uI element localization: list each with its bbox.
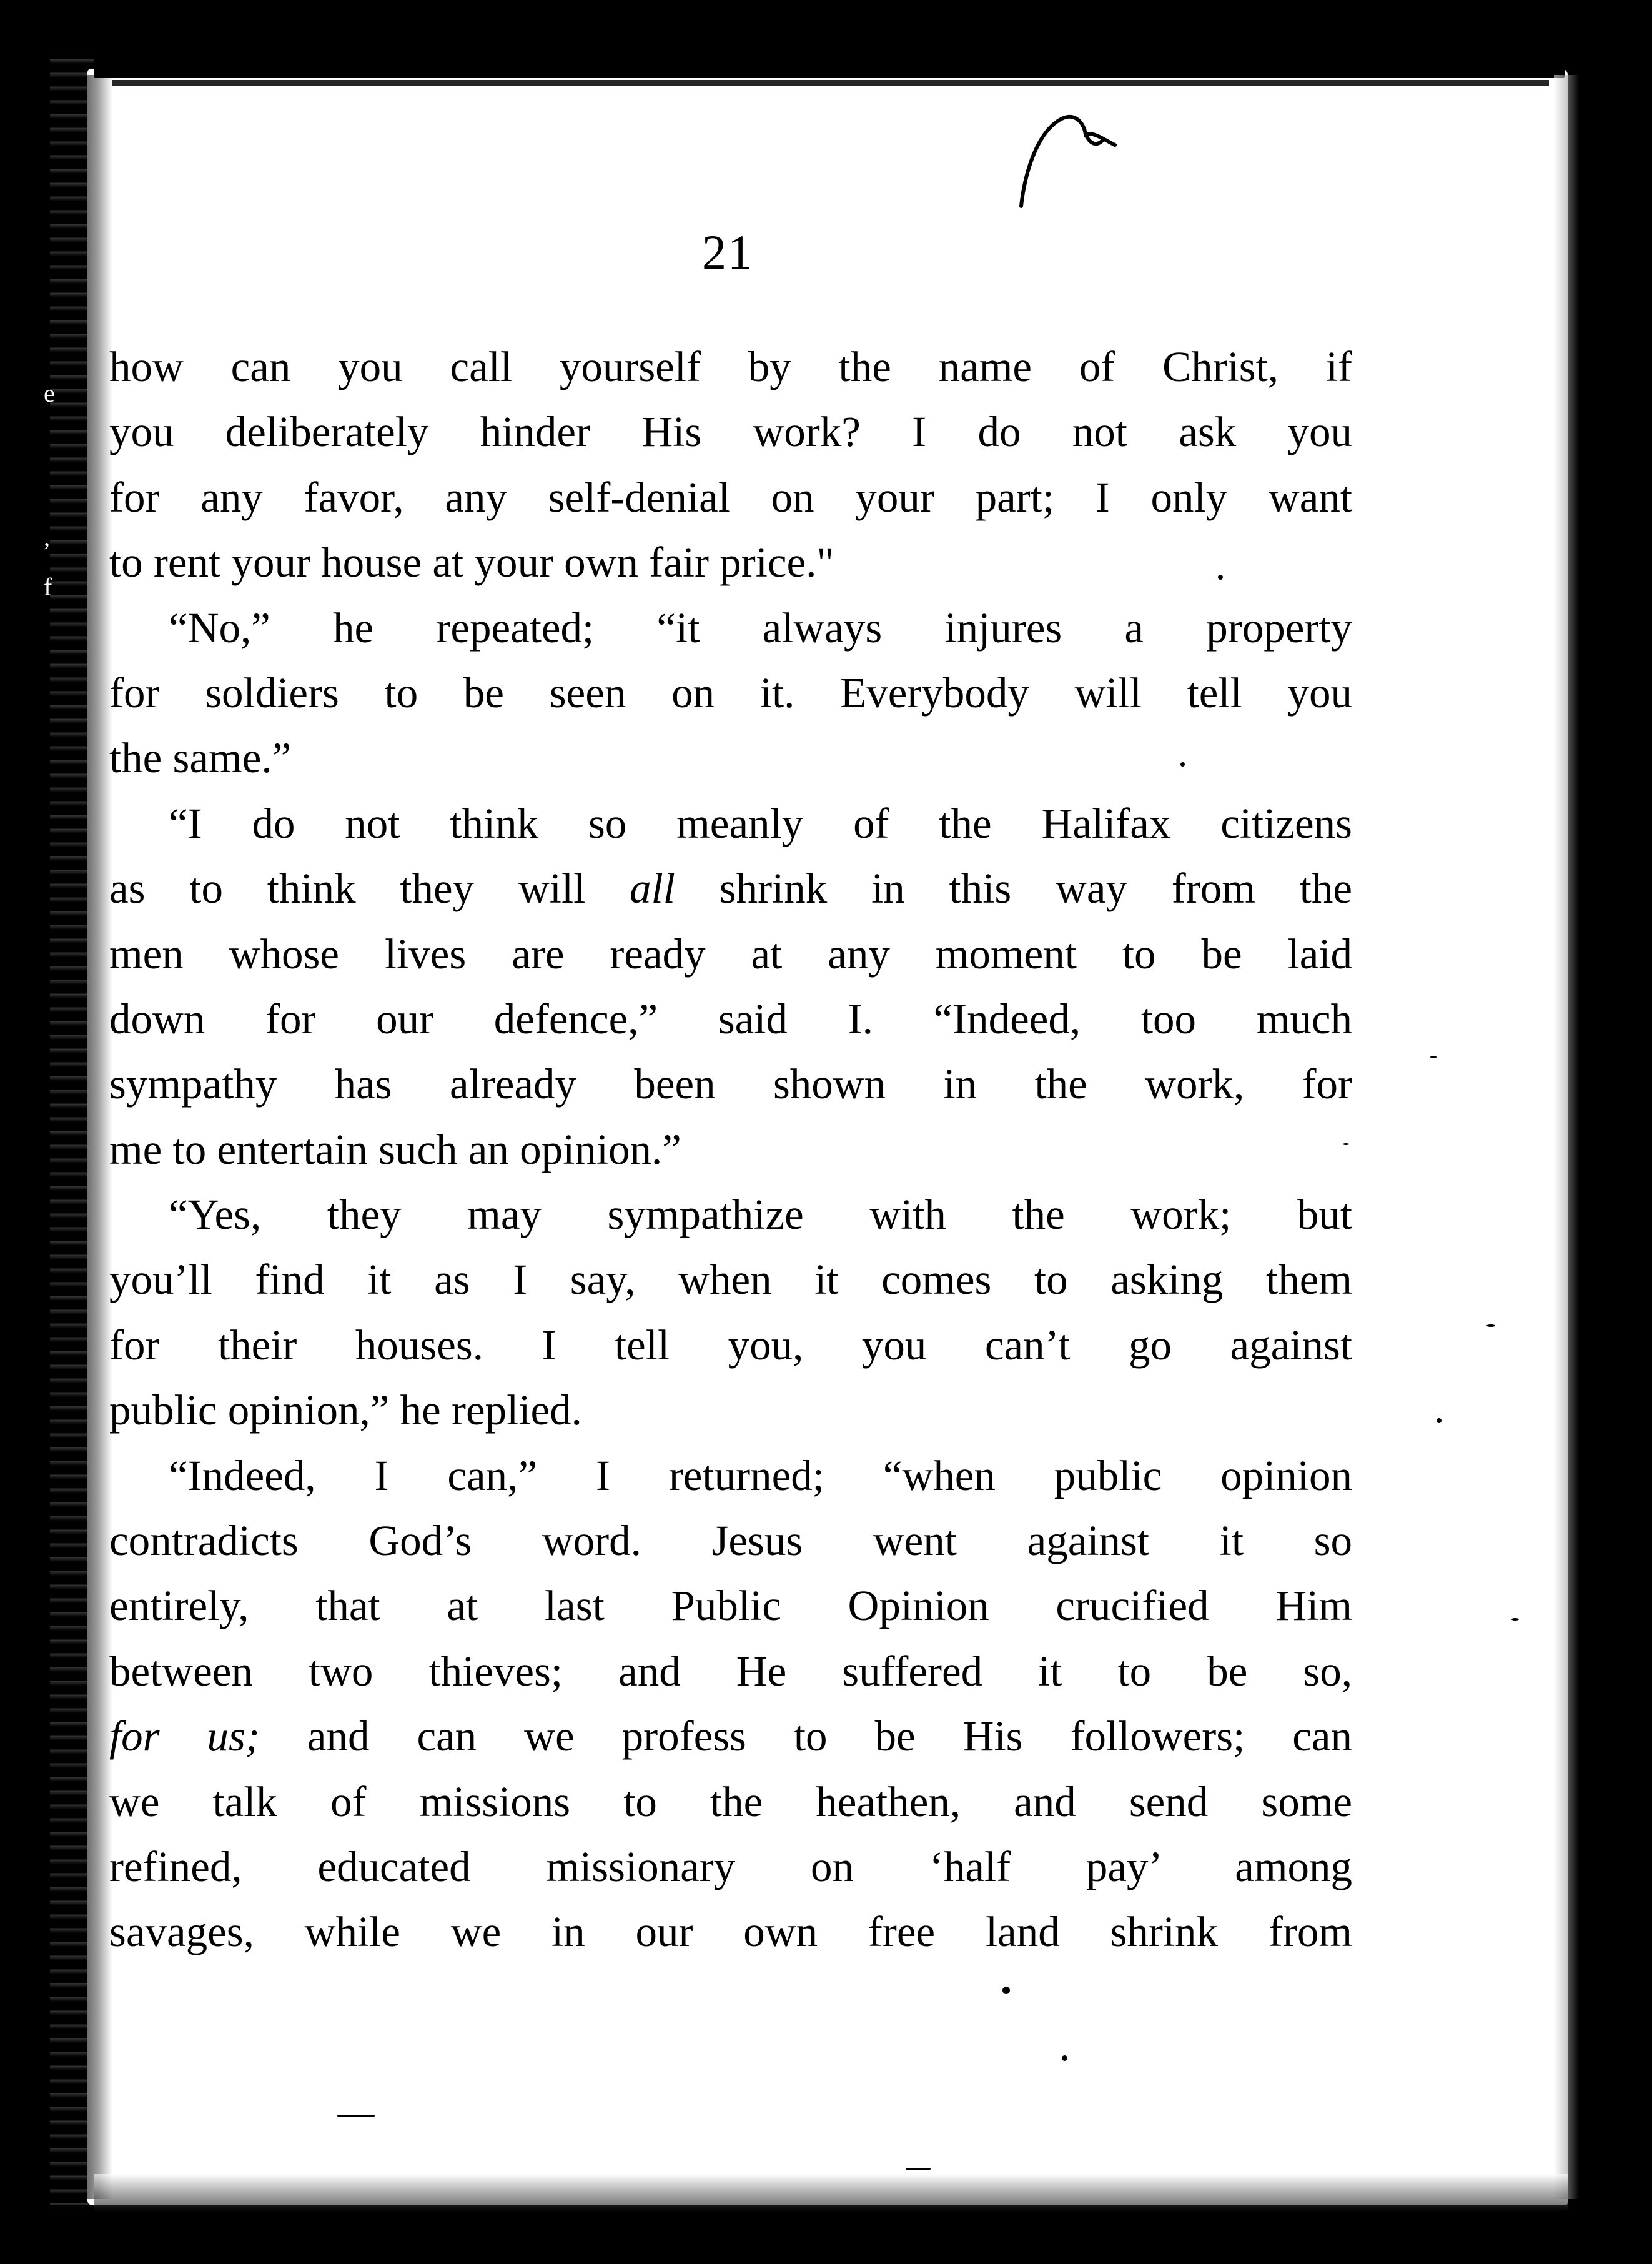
top-page-edge-line (112, 80, 1549, 86)
text-line (109, 1899, 1352, 1964)
text-line (109, 791, 1352, 856)
text-segment: for their houses. I tell you, you can’t go against (109, 1321, 1352, 1369)
text-segment: and can we profess to be His followers; can (259, 1712, 1352, 1760)
text-segment: “No,” he repeated; “it always injures a property (169, 603, 1352, 652)
text-segment: savages, while we in our own free land shrink from (109, 1908, 1352, 1956)
text-segment: for soldiers to be seen on it. Everybody will tell you (109, 668, 1352, 717)
text-segment: for any favor, any self-denial on your part; I only want (109, 473, 1352, 521)
text-segment: entirely, that at last Public Opinion crucified Him (109, 1582, 1352, 1630)
scan-speck (1218, 575, 1223, 580)
text-line (109, 1508, 1352, 1573)
text-segment: to rent your house at your own fair price." (109, 539, 834, 587)
text-line (109, 1834, 1352, 1899)
text-line (109, 530, 1352, 595)
text-segment: “I do not think so meanly of the Halifax citizens (169, 799, 1352, 847)
text-segment: between two thieves; and He suffered it to be so, (109, 1647, 1352, 1695)
text-segment: the same.” (109, 734, 292, 782)
text-line (109, 1117, 1352, 1182)
text-line (109, 1247, 1352, 1312)
text-segment: we talk of missions to the heathen, and send some (109, 1777, 1352, 1825)
body-text (109, 334, 1352, 1965)
text-segment: sympathy has already been shown in the work, for (109, 1060, 1352, 1108)
text-segment: you deliberately hinder His work? I do not ask you (109, 408, 1352, 456)
text-line (109, 1182, 1352, 1247)
text-line (109, 1051, 1352, 1116)
bottom-page-edge (94, 2174, 1568, 2212)
text-line (109, 334, 1352, 399)
margin-marks (44, 369, 62, 612)
margin-mark: , (44, 523, 50, 551)
text-segment: shrink in this way from the (675, 865, 1352, 913)
text-segment: down for our defence,” said I. “Indeed, too much (109, 995, 1352, 1043)
scan-speck (906, 2168, 931, 2170)
scan-speck (1180, 762, 1185, 767)
text-segment: refined, educated missionary on ‘half pay’ among (109, 1842, 1352, 1890)
text-line (109, 1378, 1352, 1442)
handwritten-mark-icon (1012, 106, 1149, 219)
margin-mark: e (44, 379, 55, 407)
text-segment: how can you call yourself by the name of Christ, if (109, 343, 1352, 390)
scan-speck (1511, 1618, 1519, 1621)
text-line (109, 399, 1352, 464)
text-line (109, 1704, 1352, 1769)
text-segment: me to entertain such an opinion.” (109, 1125, 681, 1173)
text-segment: public opinion,” he replied. (109, 1386, 582, 1434)
text-line (109, 921, 1352, 986)
text-line (109, 660, 1352, 725)
right-page-edge (1554, 75, 1579, 2199)
scan-speck (1437, 1418, 1442, 1423)
text-line (109, 856, 1352, 921)
scan-speck (1062, 2055, 1067, 2061)
text-line (109, 1573, 1352, 1638)
text-segment: as to think they will (109, 865, 630, 913)
text-line (109, 1313, 1352, 1378)
italic-text: for us; (109, 1712, 260, 1760)
text-line (109, 1639, 1352, 1704)
text-segment: “Indeed, I can,” I returned; “when public opinion (169, 1451, 1352, 1499)
scan-speck (337, 2115, 375, 2117)
text-segment: you’ll find it as I say, when it comes to asking them (109, 1256, 1352, 1304)
scan-speck (1486, 1324, 1495, 1327)
page-number: 21 (702, 225, 753, 279)
scan-speck (1002, 1987, 1010, 1994)
top-page-edge (94, 59, 1565, 78)
margin-mark: f (44, 573, 52, 601)
gutter-shading (87, 75, 112, 2199)
text-segment: men whose lives are ready at any moment to be laid (109, 930, 1352, 978)
scan-speck (1343, 1143, 1349, 1145)
text-line (109, 1443, 1352, 1508)
text-line (109, 595, 1352, 660)
text-line (109, 986, 1352, 1051)
text-segment: “Yes, they may sympathize with the work; but (169, 1191, 1352, 1239)
text-line (109, 465, 1352, 530)
text-line (109, 725, 1352, 790)
italic-text: all (630, 865, 675, 913)
text-segment: contradicts God’s word. Jesus went against it so (109, 1517, 1352, 1565)
text-line (109, 1769, 1352, 1834)
scan-speck (1430, 1056, 1437, 1058)
